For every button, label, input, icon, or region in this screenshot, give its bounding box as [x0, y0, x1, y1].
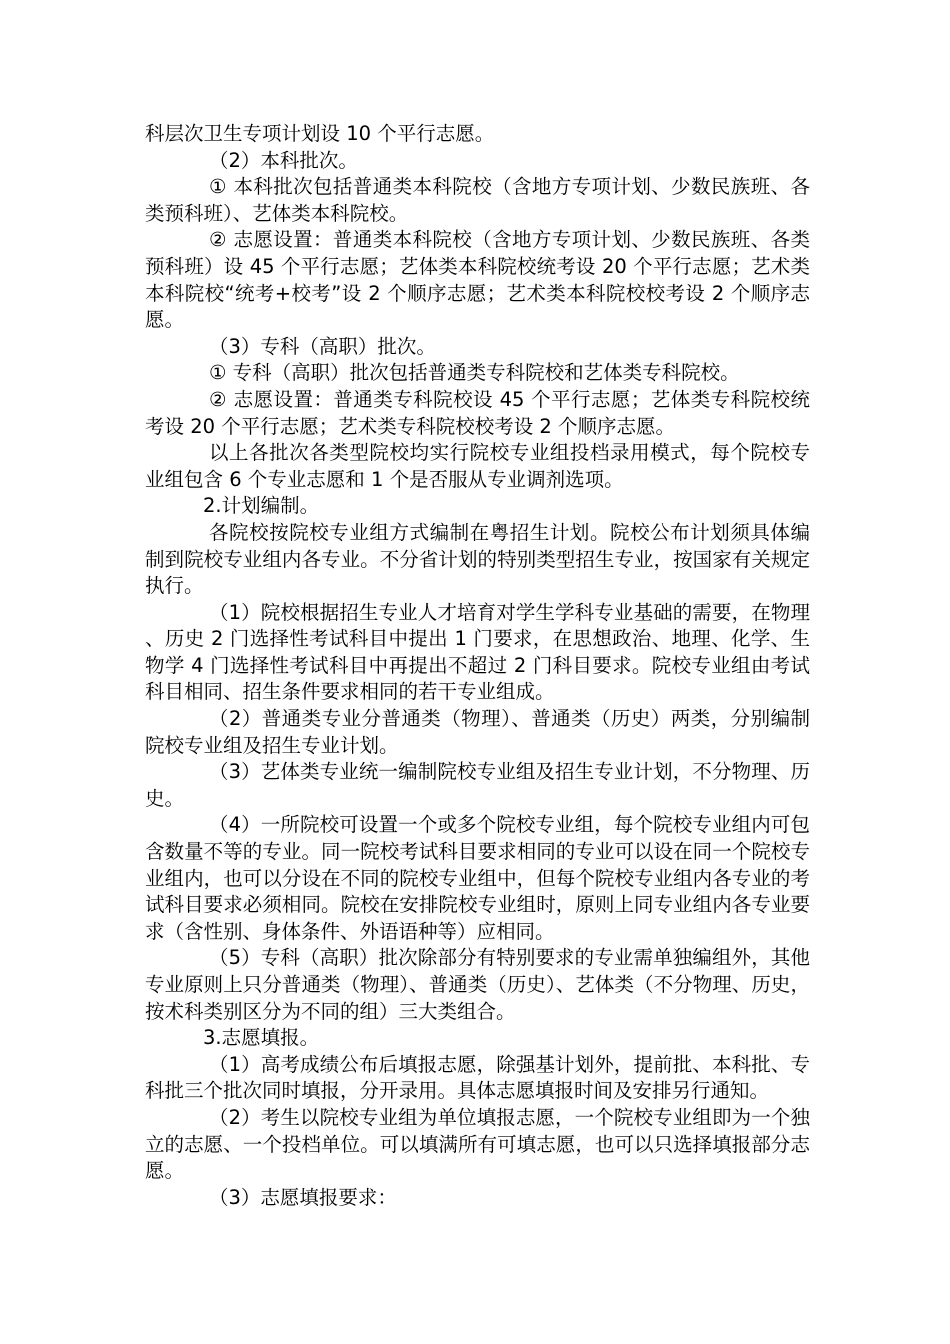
- section-heading: 3.志愿填报。: [203, 1026, 320, 1050]
- paragraph: 科层次卫生专项计划设 10 个平行志愿。: [145, 122, 495, 145]
- document-body: [145, 121, 810, 1211]
- paragraph: ① 本科批次包括普通类本科院校（含地方专项计划、少数民族班、各类预科班）、艺体类本科院校。: [145, 175, 810, 225]
- paragraph: （2）普通类专业分普通类（物理）、普通类（历史）两类，分别编制院校专业组及招生专业计划。: [145, 707, 810, 757]
- paragraph: 以上各批次各类型院校均实行院校专业组投档录用模式，每个院校专业组包含 6 个专业志愿和 1 个是否服从专业调剂选项。: [145, 441, 810, 491]
- paragraph: （5）专科（高职）批次除部分有特别要求的专业需单独编组外，其他专业原则上只分普通类（物理）、普通类（历史）、艺体类（不分物理、历史，按术科类别区分为不同的组）三大类组合。: [145, 946, 810, 1023]
- paragraph: ① 专科（高职）批次包括普通类专科院校和艺体类专科院校。: [209, 361, 740, 385]
- section-heading: 2.计划编制。: [203, 494, 320, 518]
- paragraph: （3）志愿填报要求：: [209, 1185, 397, 1209]
- section-heading: （2）本科批次。: [209, 148, 358, 172]
- paragraph: 各院校按院校专业组方式编制在粤招生计划。院校公布计划须具体编制到院校专业组内各专业。不分省计划的特别类型招生专业，按国家有关规定执行。: [145, 520, 810, 598]
- paragraph: （1）院校根据招生专业人才培育对学生学科专业基础的需要，在物理、历史 2 门选择性考试科目中提出 1 门要求，在思想政治、地理、化学、生物学 4 门选择性考试科目中再提出不超过 2 门科目要求。院校专业组由考试科目相同、招生条件要求相同的若干专业组成。: [145, 600, 810, 704]
- paragraph: ② 志愿设置：普通类本科院校（含地方专项计划、少数民族班、各类预科班）设 45 个平行志愿；艺体类本科院校统考设 20 个平行志愿；艺术类本科院校“统考+校考”设 2 个顺序志愿；艺术类本科院校校考设 2 个顺序志愿。: [145, 228, 810, 332]
- paragraph: （3）艺体类专业统一编制院校专业组及招生专业计划，不分物理、历史。: [145, 760, 810, 810]
- paragraph: ② 志愿设置：普通类专科院校设 45 个平行志愿；艺体类专科院校统考设 20 个平行志愿；艺术类专科院校校考设 2 个顺序志愿。: [145, 387, 810, 438]
- section-heading: （3）专科（高职）批次。: [209, 334, 436, 358]
- paragraph: （1）高考成绩公布后填报志愿，除强基计划外，提前批、本科批、专科批三个批次同时填报，分开录用。具体志愿填报时间及安排另行通知。: [145, 1052, 810, 1103]
- paragraph: （2）考生以院校专业组为单位填报志愿，一个院校专业组即为一个独立的志愿、一个投档单位。可以填满所有可填志愿，也可以只选择填报部分志愿。: [145, 1105, 810, 1183]
- paragraph: （4）一所院校可设置一个或多个院校专业组，每个院校专业组内可包含数量不等的专业。同一院校考试科目要求相同的专业可以设在同一个院校专业组内，也可以分设在不同的院校专业组中，但每个院校专业组内各专业的考试科目要求必须相同。院校在安排院校专业组时，原则上同专业组内各专业要求（含性别、身体条件、外语语种等）应相同。: [145, 813, 810, 943]
